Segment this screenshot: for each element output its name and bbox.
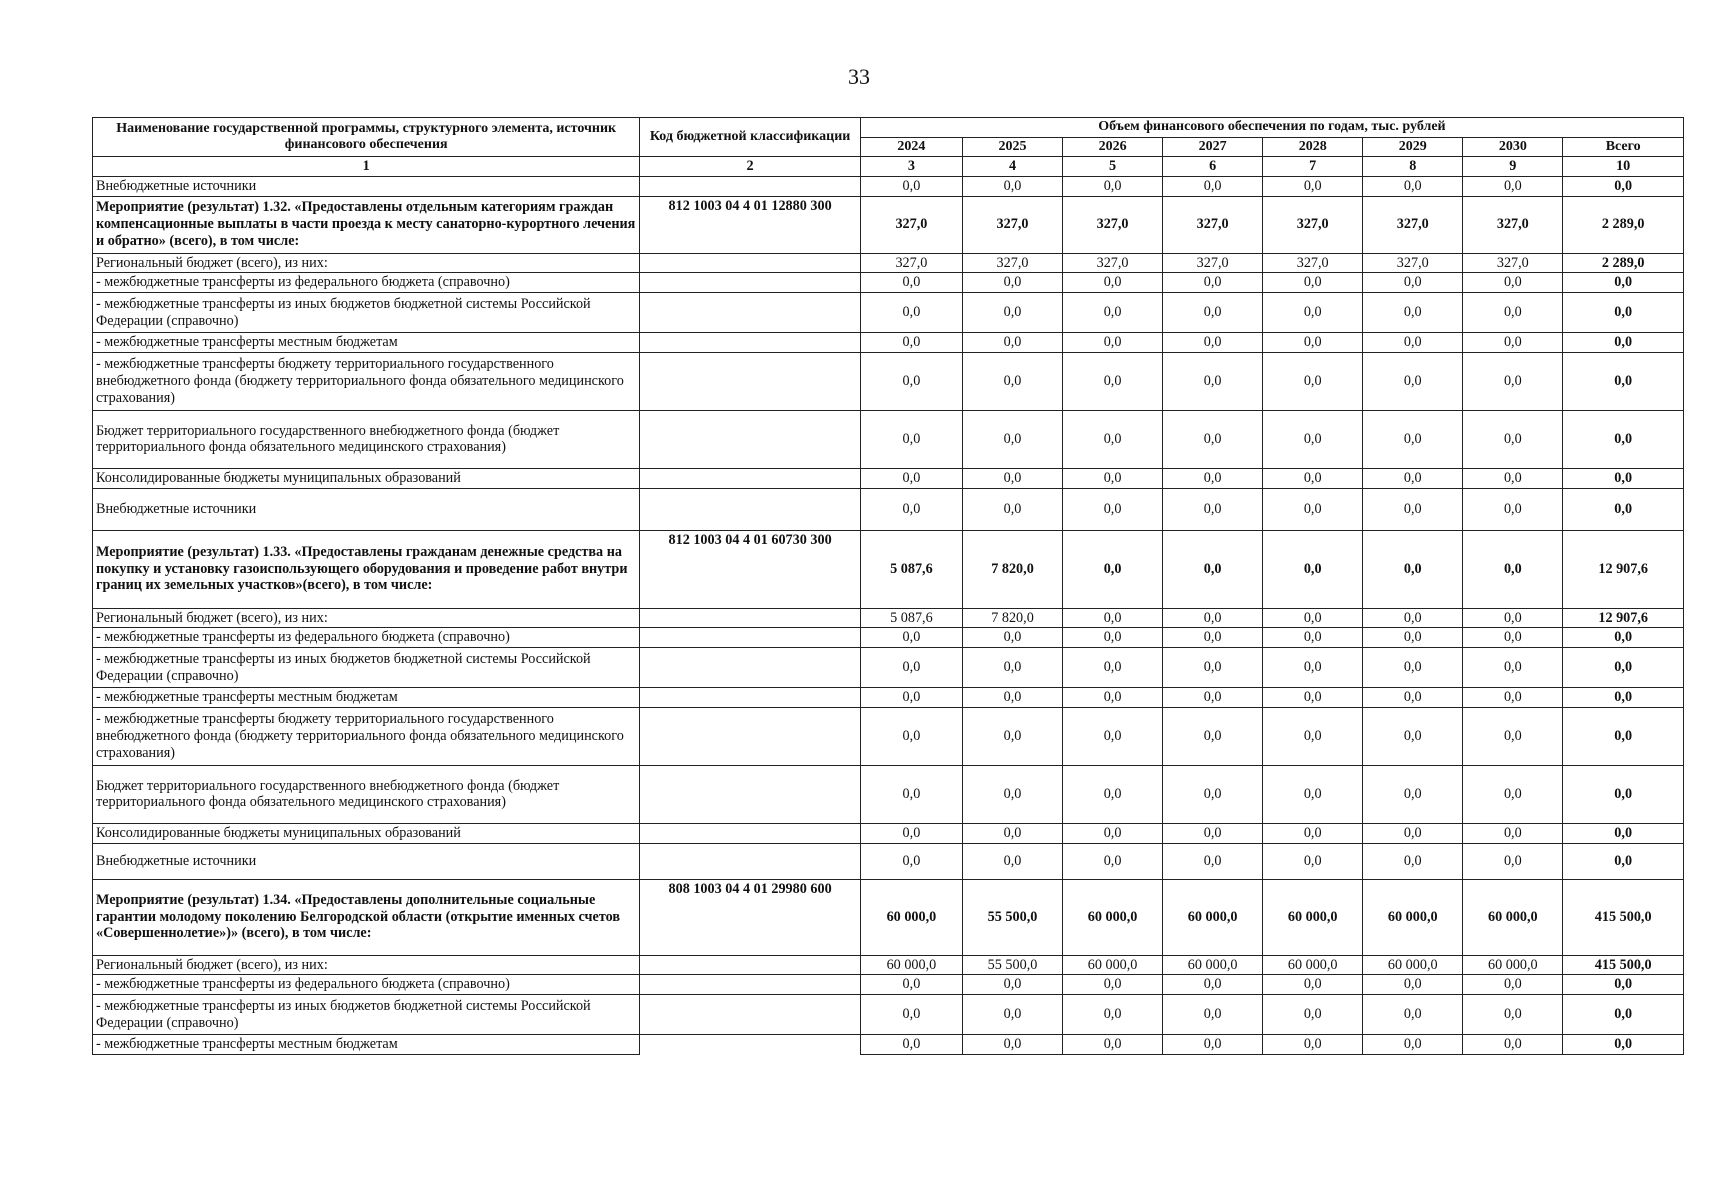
table-row [93, 955, 1684, 975]
table-row [93, 823, 1684, 843]
total-value: 0,0 [1563, 995, 1684, 1035]
year-value: 0,0 [1263, 488, 1363, 530]
year-value: 0,0 [1263, 293, 1363, 333]
budget-code [640, 176, 861, 196]
year-value: 0,0 [1363, 488, 1463, 530]
header-year: 2030 [1463, 137, 1563, 157]
year-value: 0,0 [962, 1035, 1062, 1055]
header-year: 2024 [860, 137, 962, 157]
row-name: - межбюджетные трансферты из федерального бюджета (справочно) [93, 273, 640, 293]
table-row [93, 468, 1684, 488]
table-row [93, 176, 1684, 196]
total-value: 0,0 [1563, 410, 1684, 468]
budget-code [640, 293, 861, 333]
year-value: 0,0 [1163, 688, 1263, 708]
total-value: 0,0 [1563, 352, 1684, 410]
year-value: 0,0 [1163, 176, 1263, 196]
year-value: 0,0 [1063, 608, 1163, 628]
year-value: 0,0 [1263, 468, 1363, 488]
year-value: 0,0 [962, 648, 1062, 688]
year-value: 0,0 [1063, 293, 1163, 333]
year-value: 0,0 [1363, 1035, 1463, 1055]
budget-code [640, 608, 861, 628]
year-value: 0,0 [1063, 688, 1163, 708]
year-value: 0,0 [1263, 628, 1363, 648]
row-name: Региональный бюджет (всего), из них: [93, 608, 640, 628]
year-value: 0,0 [1463, 628, 1563, 648]
total-value: 415 500,0 [1563, 955, 1684, 975]
year-value: 0,0 [860, 352, 962, 410]
year-value: 0,0 [1463, 410, 1563, 468]
total-value: 0,0 [1563, 688, 1684, 708]
year-value: 0,0 [1063, 648, 1163, 688]
year-value: 0,0 [962, 628, 1062, 648]
year-value: 60 000,0 [860, 879, 962, 955]
year-value: 0,0 [1363, 688, 1463, 708]
year-value: 0,0 [1363, 468, 1463, 488]
column-index: 7 [1263, 157, 1363, 177]
year-value: 0,0 [1063, 530, 1163, 608]
header-name: Наименование государственной программы, структурного элемента, источник финансового обеспечения [93, 118, 640, 157]
budget-code [640, 975, 861, 995]
total-value: 0,0 [1563, 333, 1684, 353]
column-index: 5 [1063, 157, 1163, 177]
row-name: Внебюджетные источники [93, 488, 640, 530]
year-value: 0,0 [1063, 333, 1163, 353]
row-name: Бюджет территориального государственного внебюджетного фонда (бюджет территориального фонда обязательного медицинского страхования) [93, 765, 640, 823]
year-value: 60 000,0 [1363, 955, 1463, 975]
year-value: 0,0 [860, 333, 962, 353]
column-index: 1 [93, 157, 640, 177]
year-value: 7 820,0 [962, 530, 1062, 608]
total-value: 0,0 [1563, 823, 1684, 843]
year-value: 0,0 [1363, 707, 1463, 765]
year-value: 0,0 [1163, 468, 1263, 488]
header-year: 2029 [1363, 137, 1463, 157]
row-name: - межбюджетные трансферты из иных бюджетов бюджетной системы Российской Федерации (справочно) [93, 293, 640, 333]
year-value: 0,0 [1163, 995, 1263, 1035]
year-value: 0,0 [1063, 995, 1163, 1035]
year-value: 327,0 [1463, 196, 1563, 253]
year-value: 0,0 [1363, 176, 1463, 196]
year-value: 60 000,0 [1463, 879, 1563, 955]
year-value: 0,0 [1363, 293, 1463, 333]
total-value: 0,0 [1563, 1035, 1684, 1055]
year-value: 0,0 [1163, 823, 1263, 843]
year-value: 0,0 [1163, 843, 1263, 879]
budget-code [640, 468, 861, 488]
column-index: 10 [1563, 157, 1684, 177]
total-value: 0,0 [1563, 273, 1684, 293]
budget-code [640, 352, 861, 410]
year-value: 327,0 [1263, 253, 1363, 273]
year-value: 0,0 [1163, 273, 1263, 293]
year-value: 55 500,0 [962, 879, 1062, 955]
year-value: 0,0 [1363, 352, 1463, 410]
table-row [93, 843, 1684, 879]
header-year: 2026 [1063, 137, 1163, 157]
year-value: 0,0 [1363, 410, 1463, 468]
budget-code: 808 1003 04 4 01 29980 600 [640, 879, 861, 955]
year-value: 0,0 [1063, 273, 1163, 293]
column-index: 4 [962, 157, 1062, 177]
year-value: 0,0 [1163, 488, 1263, 530]
year-value: 327,0 [962, 253, 1062, 273]
year-value: 0,0 [1363, 530, 1463, 608]
year-value: 60 000,0 [1163, 955, 1263, 975]
year-value: 0,0 [1263, 352, 1363, 410]
budget-code [640, 823, 861, 843]
total-value: 415 500,0 [1563, 879, 1684, 955]
year-value: 0,0 [962, 273, 1062, 293]
header-year: 2025 [962, 137, 1062, 157]
budget-code [640, 955, 861, 975]
year-value: 55 500,0 [962, 955, 1062, 975]
year-value: 0,0 [860, 293, 962, 333]
year-value: 0,0 [1263, 688, 1363, 708]
year-value: 0,0 [1363, 975, 1463, 995]
budget-code [640, 628, 861, 648]
table-row [93, 648, 1684, 688]
year-value: 0,0 [860, 995, 962, 1035]
table-row [93, 765, 1684, 823]
column-index: 3 [860, 157, 962, 177]
row-name: - межбюджетные трансферты местным бюджетам [93, 333, 640, 353]
total-value: 0,0 [1563, 648, 1684, 688]
year-value: 0,0 [1363, 648, 1463, 688]
year-value: 0,0 [962, 843, 1062, 879]
year-value: 327,0 [1163, 253, 1263, 273]
year-value: 0,0 [962, 468, 1062, 488]
year-value: 0,0 [1163, 530, 1263, 608]
year-value: 0,0 [1463, 293, 1563, 333]
year-value: 0,0 [1463, 648, 1563, 688]
year-value: 0,0 [962, 995, 1062, 1035]
event-row [93, 879, 1684, 955]
row-name: Консолидированные бюджеты муниципальных образований [93, 823, 640, 843]
year-value: 327,0 [1363, 253, 1463, 273]
year-value: 0,0 [860, 648, 962, 688]
total-value: 0,0 [1563, 468, 1684, 488]
year-value: 0,0 [1063, 707, 1163, 765]
year-value: 0,0 [1163, 293, 1263, 333]
table-row [93, 488, 1684, 530]
year-value: 60 000,0 [1063, 955, 1163, 975]
year-value: 0,0 [1063, 468, 1163, 488]
row-name: Мероприятие (результат) 1.33. «Предоставлены гражданам денежные средства на покупку и установку газоиспользующего оборудования и проведение работ внутри границ их земельных участков»(всего), в том числе: [93, 530, 640, 608]
table-row [93, 1035, 1684, 1055]
year-value: 0,0 [1463, 333, 1563, 353]
budget-code [640, 1035, 861, 1055]
year-value: 0,0 [1163, 648, 1263, 688]
year-value: 0,0 [1063, 410, 1163, 468]
year-value: 0,0 [1463, 707, 1563, 765]
year-value: 0,0 [1463, 176, 1563, 196]
table-row [93, 688, 1684, 708]
year-value: 0,0 [962, 688, 1062, 708]
year-value: 0,0 [1463, 273, 1563, 293]
row-name: - межбюджетные трансферты из иных бюджетов бюджетной системы Российской Федерации (справочно) [93, 648, 640, 688]
year-value: 0,0 [1463, 1035, 1563, 1055]
year-value: 0,0 [1363, 843, 1463, 879]
year-value: 0,0 [1263, 530, 1363, 608]
year-value: 60 000,0 [1263, 879, 1363, 955]
year-value: 0,0 [1263, 707, 1363, 765]
total-value: 2 289,0 [1563, 253, 1684, 273]
row-name: Внебюджетные источники [93, 176, 640, 196]
year-value: 0,0 [1063, 823, 1163, 843]
year-value: 0,0 [1063, 1035, 1163, 1055]
table-row [93, 628, 1684, 648]
year-value: 0,0 [1363, 333, 1463, 353]
budget-code [640, 488, 861, 530]
row-name: - межбюджетные трансферты бюджету территориального государственного внебюджетного фонда (бюджету территориального фонда обязательного медицинского страхования) [93, 707, 640, 765]
page-number: 33 [848, 64, 870, 89]
year-value: 0,0 [1263, 608, 1363, 628]
year-value: 0,0 [962, 352, 1062, 410]
year-value: 327,0 [860, 253, 962, 273]
year-value: 0,0 [1263, 410, 1363, 468]
event-row [93, 530, 1684, 608]
year-value: 327,0 [1063, 253, 1163, 273]
total-value: 0,0 [1563, 488, 1684, 530]
year-value: 0,0 [1263, 648, 1363, 688]
year-value: 0,0 [1063, 765, 1163, 823]
year-value: 327,0 [1463, 253, 1563, 273]
year-value: 0,0 [1063, 488, 1163, 530]
year-value: 0,0 [1163, 410, 1263, 468]
year-value: 0,0 [1463, 765, 1563, 823]
total-value: 0,0 [1563, 707, 1684, 765]
header-year: 2028 [1263, 137, 1363, 157]
column-index: 2 [640, 157, 861, 177]
budget-code [640, 253, 861, 273]
year-value: 0,0 [962, 707, 1062, 765]
header-total: Всего [1563, 137, 1684, 157]
header-code: Код бюджетной классификации [640, 118, 861, 157]
total-value: 12 907,6 [1563, 608, 1684, 628]
year-value: 327,0 [860, 196, 962, 253]
year-value: 0,0 [860, 843, 962, 879]
year-value: 0,0 [1163, 628, 1263, 648]
year-value: 0,0 [860, 765, 962, 823]
year-value: 0,0 [1163, 608, 1263, 628]
year-value: 0,0 [1163, 975, 1263, 995]
table-row [93, 995, 1684, 1035]
total-value: 0,0 [1563, 765, 1684, 823]
year-value: 0,0 [1063, 352, 1163, 410]
table-row [93, 352, 1684, 410]
row-name: Мероприятие (результат) 1.34. «Предоставлены дополнительные социальные гарантии молодому поколению Белгородской области (открытие именных счетов «Совершеннолетие»)» (всего), в том числе: [93, 879, 640, 955]
row-name: - межбюджетные трансферты из федерального бюджета (справочно) [93, 975, 640, 995]
year-value: 0,0 [860, 707, 962, 765]
year-value: 7 820,0 [962, 608, 1062, 628]
year-value: 0,0 [860, 688, 962, 708]
year-value: 60 000,0 [1163, 879, 1263, 955]
row-name: - межбюджетные трансферты из иных бюджетов бюджетной системы Российской Федерации (справочно) [93, 995, 640, 1035]
column-index: 6 [1163, 157, 1263, 177]
year-value: 0,0 [1363, 823, 1463, 843]
year-value: 0,0 [860, 410, 962, 468]
row-name: Региональный бюджет (всего), из них: [93, 253, 640, 273]
year-value: 0,0 [1463, 688, 1563, 708]
row-name: Бюджет территориального государственного внебюджетного фонда (бюджет территориального фонда обязательного медицинского страхования) [93, 410, 640, 468]
budget-code: 812 1003 04 4 01 60730 300 [640, 530, 861, 608]
budget-code [640, 273, 861, 293]
year-value: 0,0 [962, 176, 1062, 196]
column-index: 8 [1363, 157, 1463, 177]
year-value: 0,0 [1463, 468, 1563, 488]
year-value: 0,0 [1463, 995, 1563, 1035]
year-value: 0,0 [1463, 823, 1563, 843]
year-value: 0,0 [1163, 707, 1263, 765]
budget-code [640, 333, 861, 353]
year-value: 0,0 [962, 293, 1062, 333]
year-value: 5 087,6 [860, 608, 962, 628]
year-value: 0,0 [962, 410, 1062, 468]
year-value: 0,0 [860, 273, 962, 293]
table-row [93, 707, 1684, 765]
year-value: 327,0 [1063, 196, 1163, 253]
financing-table [92, 117, 1684, 1055]
year-value: 0,0 [860, 1035, 962, 1055]
year-value: 0,0 [1363, 628, 1463, 648]
year-value: 0,0 [1263, 176, 1363, 196]
header-year: 2027 [1163, 137, 1263, 157]
total-value: 0,0 [1563, 975, 1684, 995]
budget-code [640, 707, 861, 765]
year-value: 0,0 [1063, 843, 1163, 879]
year-value: 327,0 [1163, 196, 1263, 253]
row-name: Региональный бюджет (всего), из них: [93, 955, 640, 975]
year-value: 0,0 [860, 176, 962, 196]
year-value: 0,0 [962, 823, 1062, 843]
budget-code [640, 688, 861, 708]
year-value: 0,0 [860, 628, 962, 648]
year-value: 0,0 [962, 975, 1062, 995]
year-value: 0,0 [1163, 1035, 1263, 1055]
year-value: 0,0 [1063, 628, 1163, 648]
row-name: Внебюджетные источники [93, 843, 640, 879]
budget-code [640, 995, 861, 1035]
year-value: 0,0 [1263, 1035, 1363, 1055]
year-value: 60 000,0 [1363, 879, 1463, 955]
year-value: 327,0 [1263, 196, 1363, 253]
table-row [93, 253, 1684, 273]
row-name: - межбюджетные трансферты бюджету территориального государственного внебюджетного фонда (бюджету территориального фонда обязательного медицинского страхования) [93, 352, 640, 410]
table-row [93, 410, 1684, 468]
row-name: - межбюджетные трансферты из федерального бюджета (справочно) [93, 628, 640, 648]
year-value: 60 000,0 [1063, 879, 1163, 955]
year-value: 0,0 [1363, 608, 1463, 628]
year-value: 0,0 [1263, 975, 1363, 995]
table-row [93, 273, 1684, 293]
year-value: 327,0 [962, 196, 1062, 253]
year-value: 60 000,0 [1463, 955, 1563, 975]
year-value: 0,0 [1263, 823, 1363, 843]
total-value: 0,0 [1563, 176, 1684, 196]
row-name: Консолидированные бюджеты муниципальных образований [93, 468, 640, 488]
table-row [93, 975, 1684, 995]
year-value: 0,0 [1263, 333, 1363, 353]
table-row [93, 608, 1684, 628]
budget-code [640, 410, 861, 468]
total-value: 2 289,0 [1563, 196, 1684, 253]
year-value: 0,0 [860, 975, 962, 995]
table-row [93, 293, 1684, 333]
budget-code [640, 843, 861, 879]
year-value: 0,0 [1163, 352, 1263, 410]
budget-code: 812 1003 04 4 01 12880 300 [640, 196, 861, 253]
year-value: 0,0 [1363, 273, 1463, 293]
total-value: 0,0 [1563, 843, 1684, 879]
year-value: 0,0 [860, 823, 962, 843]
year-value: 0,0 [1463, 530, 1563, 608]
year-value: 60 000,0 [1263, 955, 1363, 975]
year-value: 0,0 [1263, 273, 1363, 293]
year-value: 60 000,0 [860, 955, 962, 975]
event-row [93, 196, 1684, 253]
year-value: 0,0 [1163, 765, 1263, 823]
year-value: 0,0 [1463, 608, 1563, 628]
budget-code [640, 765, 861, 823]
year-value: 0,0 [1363, 765, 1463, 823]
year-value: 327,0 [1363, 196, 1463, 253]
budget-code [640, 648, 861, 688]
year-value: 0,0 [1463, 843, 1563, 879]
row-name: Мероприятие (результат) 1.32. «Предоставлены отдельным категориям граждан компенсационные выплаты в части проезда к месту санаторно-курортного лечения и обратно» (всего), в том числе: [93, 196, 640, 253]
year-value: 5 087,6 [860, 530, 962, 608]
total-value: 0,0 [1563, 293, 1684, 333]
year-value: 0,0 [1263, 765, 1363, 823]
total-value: 12 907,6 [1563, 530, 1684, 608]
year-value: 0,0 [1363, 995, 1463, 1035]
year-value: 0,0 [962, 333, 1062, 353]
year-value: 0,0 [1463, 352, 1563, 410]
row-name: - межбюджетные трансферты местным бюджетам [93, 688, 640, 708]
year-value: 0,0 [962, 488, 1062, 530]
year-value: 0,0 [962, 765, 1062, 823]
table-row [93, 333, 1684, 353]
total-value: 0,0 [1563, 628, 1684, 648]
row-name: - межбюджетные трансферты местным бюджетам [93, 1035, 640, 1055]
year-value: 0,0 [1263, 995, 1363, 1035]
header-volume: Объем финансового обеспечения по годам, тыс. рублей [860, 118, 1683, 138]
year-value: 0,0 [1063, 176, 1163, 196]
year-value: 0,0 [1063, 975, 1163, 995]
year-value: 0,0 [1163, 333, 1263, 353]
year-value: 0,0 [1463, 975, 1563, 995]
column-index: 9 [1463, 157, 1563, 177]
year-value: 0,0 [860, 488, 962, 530]
year-value: 0,0 [860, 468, 962, 488]
year-value: 0,0 [1463, 488, 1563, 530]
year-value: 0,0 [1263, 843, 1363, 879]
